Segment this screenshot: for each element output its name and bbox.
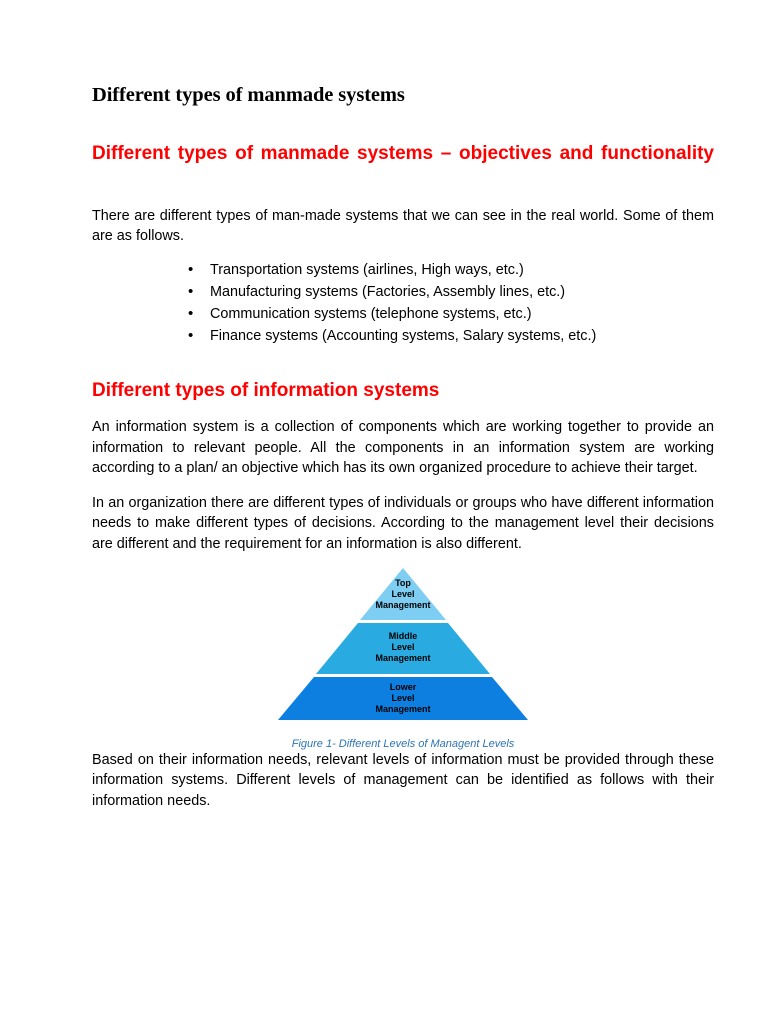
paragraph-organization-levels: In an organization there are different types of individuals or groups who have different information needs to make different types of decisions. According to the management level their decisions are different and the requirement for an information is also different. — [92, 494, 714, 552]
paragraph-closing: Based on their information needs, relevant levels of information must be provided through these information systems. Different levels of management can be identified as follows with their information needs. — [92, 751, 714, 809]
figure-caption: Figure 1- Different Levels of Managent Levels — [291, 737, 515, 750]
list-item: • Communication systems (telephone systems, etc.) — [188, 304, 714, 326]
manmade-systems-list — [92, 260, 714, 348]
spacer — [92, 348, 714, 378]
list-item: • Finance systems (Accounting systems, Salary systems, etc.) — [188, 326, 714, 348]
pyramid-label-top-line3: Management — [375, 600, 431, 611]
list-item: • Transportation systems (airlines, High ways, etc.) — [188, 260, 714, 282]
section-heading-information-systems: Different types of information systems — [92, 380, 440, 401]
pyramid-tier-top — [360, 568, 446, 620]
pyramid-label-lower-line1: Lower — [389, 681, 417, 692]
list-item: • Manufacturing systems (Factories, Assembly lines, etc.) — [188, 282, 714, 304]
pyramid-label-top-line2: Level — [391, 589, 415, 600]
pyramid-label-middle-line2: Level — [391, 642, 415, 653]
pyramid-label-middle-line1: Middle — [388, 630, 418, 641]
figure-management-levels — [92, 568, 714, 750]
document-content — [92, 84, 714, 825]
paragraph-manmade-intro: There are different types of man-made systems that we can see in the real world. Some of them are as follows. — [92, 207, 714, 244]
section-heading-objectives: Different types of manmade systems – objectives and functionality — [92, 143, 714, 164]
pyramid-tier-lower — [278, 677, 528, 720]
paragraph-information-system-definition: An information system is a collection of components which are working together to provide an information to relevant people. All the components in an information system are working according to a plan/ an objective which has its own organized procedure to achieve their target. — [92, 419, 714, 477]
pyramid-svg — [278, 568, 528, 728]
pyramid-label-top-line1: Top — [395, 577, 411, 588]
pyramid-label-lower-line3: Management — [375, 704, 431, 715]
pyramid-tier-middle — [316, 623, 490, 674]
pyramid-label-middle-line3: Management — [375, 653, 431, 664]
page-title: Different types of manmade systems — [92, 84, 405, 106]
pyramid-diagram — [278, 568, 528, 728]
pyramid-label-lower-line2: Level — [391, 693, 415, 704]
